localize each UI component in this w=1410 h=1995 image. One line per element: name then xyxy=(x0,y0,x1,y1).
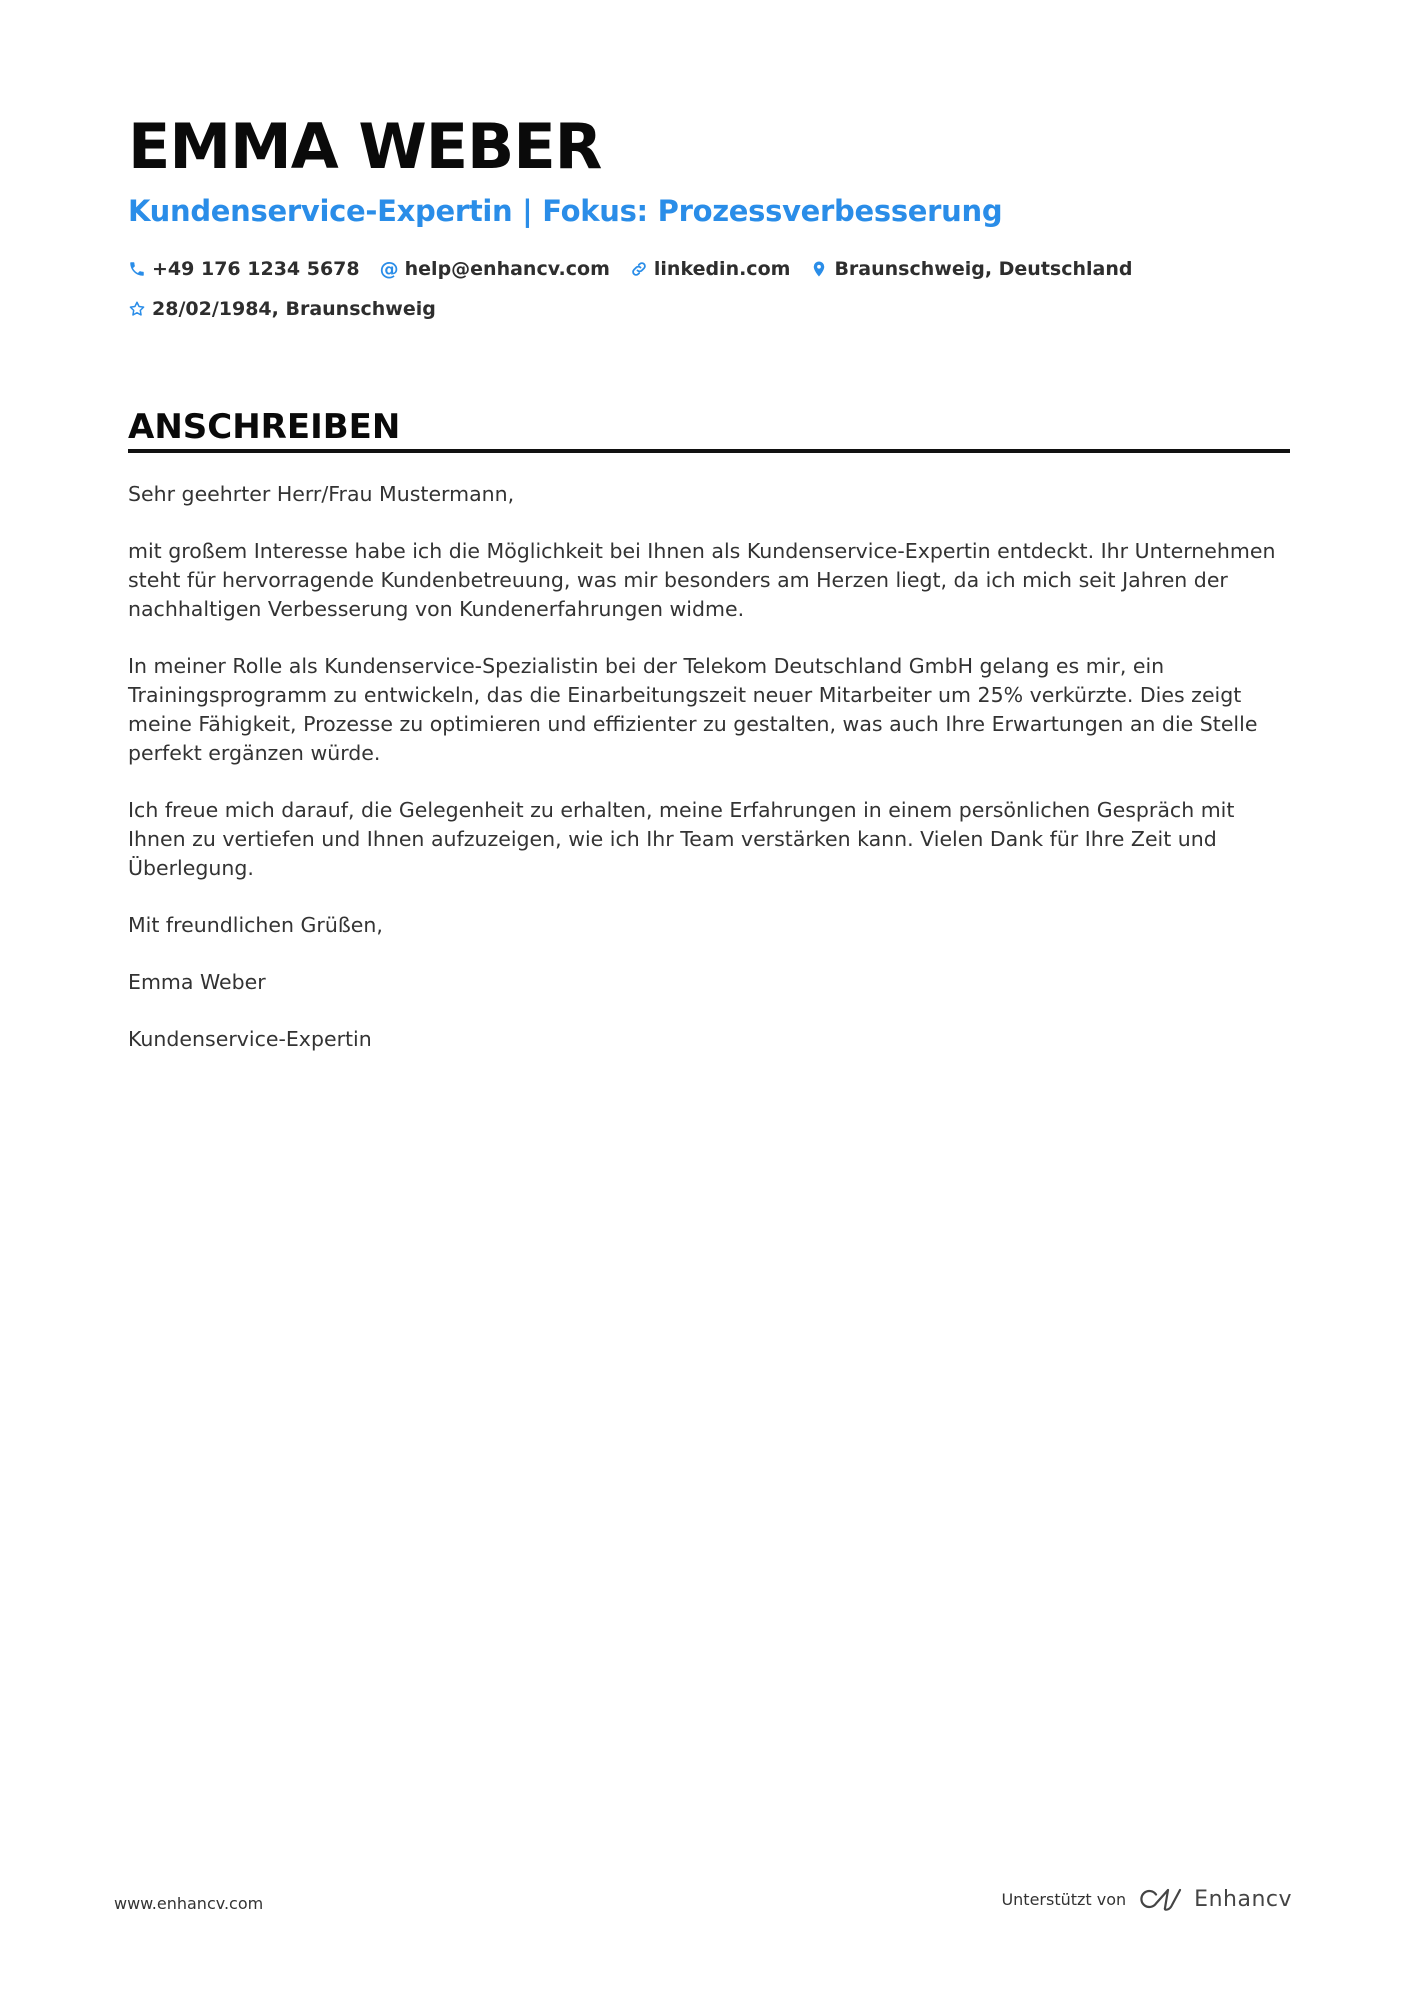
brand-name: Enhancv xyxy=(1194,1886,1292,1912)
contact-phone[interactable] xyxy=(128,258,360,280)
phone-icon xyxy=(128,260,146,278)
contact-row-primary xyxy=(128,254,1308,284)
signature-title: Kundenservice-Expertin xyxy=(128,1027,372,1051)
candidate-name: EMMA WEBER xyxy=(128,110,602,183)
birth-text: 28/02/1984, Braunschweig xyxy=(152,298,436,320)
footer-brand[interactable] xyxy=(1001,1886,1292,1912)
linkedin-text: linkedin.com xyxy=(653,258,791,280)
contact-birth xyxy=(128,298,436,320)
link-icon xyxy=(630,260,648,278)
contact-email[interactable] xyxy=(380,258,610,280)
enhancv-logo-icon xyxy=(1138,1886,1184,1912)
contact-linkedin[interactable] xyxy=(630,258,791,280)
powered-by-label: Unterstützt von xyxy=(1001,1889,1127,1909)
location-text: Braunschweig, Deutschland xyxy=(834,258,1133,280)
letter-closing: Mit freundlichen Grüßen, xyxy=(128,913,383,937)
at-icon: @ xyxy=(379,258,399,280)
letter-body xyxy=(128,480,1298,1082)
section-divider xyxy=(128,449,1290,453)
candidate-headline: Kundenservice-Expertin | Fokus: Prozessverbesserung xyxy=(128,194,1003,228)
letter-salutation: Sehr geehrter Herr/Frau Mustermann, xyxy=(128,482,515,506)
email-text: help@enhancv.com xyxy=(404,258,610,280)
signature-name: Emma Weber xyxy=(128,970,266,994)
star-icon xyxy=(128,300,146,318)
letter-paragraph: In meiner Rolle als Kundenservice-Spezialistin bei der Telekom Deutschland GmbH gelang es mir, ein Trainingsprogramm zu entwickeln, das die Einarbeitungszeit neuer Mitarbeiter um 25% verkürzte. Dies zeigt meine Fähigkeit, Prozesse zu optimieren und effizienter zu gestalten, was auch Ihre Erwartungen an die Stelle perfekt ergänzen würde. xyxy=(128,654,1258,765)
phone-text: +49 176 1234 5678 xyxy=(152,258,360,280)
letter-paragraph: mit großem Interesse habe ich die Möglichkeit bei Ihnen als Kundenservice-Expertin entdeckt. Ihr Unternehmen steht für hervorragende Kundenbetreuung, was mir besonders am Herzen liegt, da ich mich seit Jahren der nachhaltigen Verbesserung von Kundenerfahrungen widme. xyxy=(128,539,1276,621)
footer-url[interactable]: www.enhancv.com xyxy=(114,1894,264,1913)
section-title: ANSCHREIBEN xyxy=(128,407,401,447)
contact-row-secondary xyxy=(128,294,1308,324)
contact-info xyxy=(128,254,1308,334)
letter-paragraph: Ich freue mich darauf, die Gelegenheit zu erhalten, meine Erfahrungen in einem persönlichen Gespräch mit Ihnen zu vertiefen und Ihnen aufzuzeigen, wie ich Ihr Team verstärken kann. Vielen Dank für Ihre Zeit und Überlegung. xyxy=(128,798,1235,880)
contact-location xyxy=(810,258,1132,280)
location-pin-icon xyxy=(810,260,828,278)
